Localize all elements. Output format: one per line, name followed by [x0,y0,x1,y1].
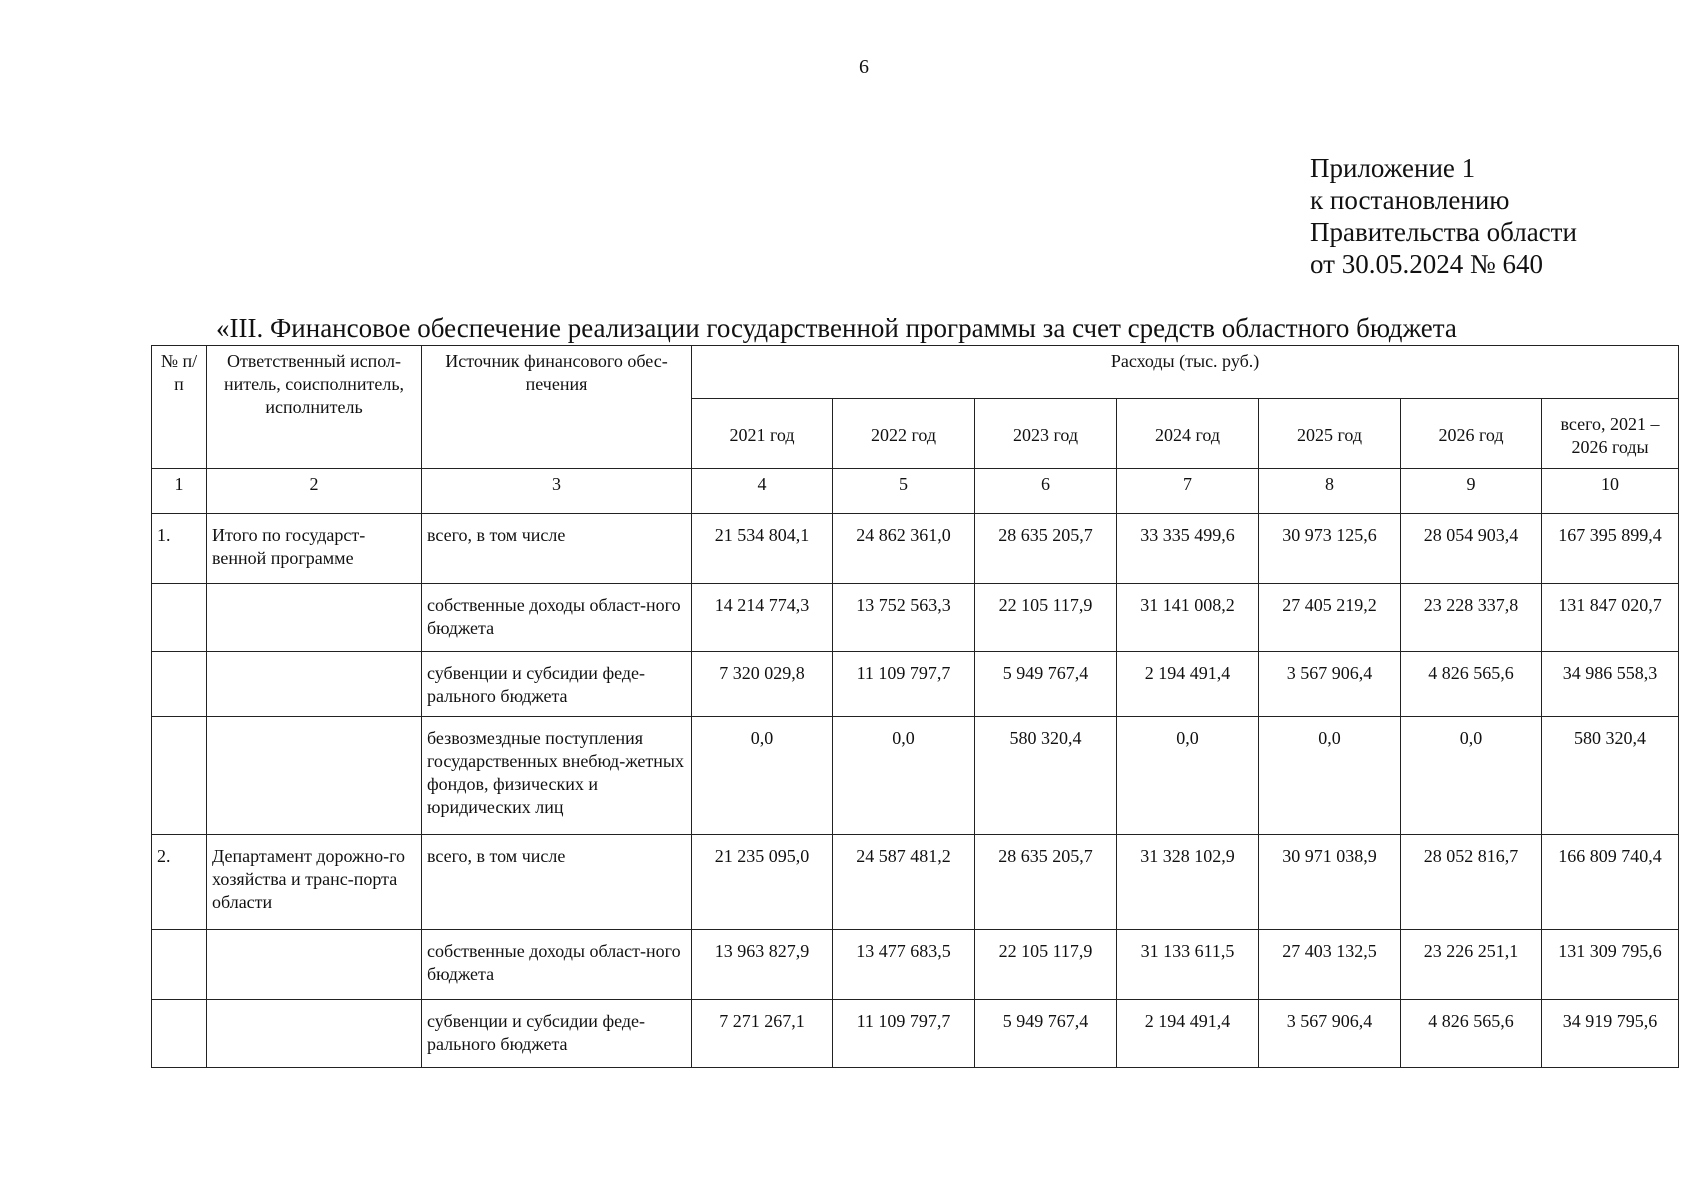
appendix-line: к постановлению [1310,185,1510,215]
row-value-cell: 31 141 008,2 [1117,584,1259,652]
column-index: 7 [1117,469,1259,514]
table-row [152,652,1679,717]
table-row [152,584,1679,652]
row-value-cell: 34 919 795,6 [1542,1000,1679,1068]
row-executor-cell: Итого по государст-венной программе [207,514,422,584]
row-source-cell: собственные доходы област-ного бюджета [422,584,692,652]
row-executor-cell [207,1000,422,1068]
row-value-cell: 30 973 125,6 [1259,514,1401,584]
row-source-cell: безвозмездные поступления государственных внебюд-жетных фондов, физических и юридических лиц [422,717,692,835]
row-value-cell: 24 587 481,2 [833,835,975,930]
row-value-cell: 131 847 020,7 [1542,584,1679,652]
column-index: 1 [152,469,207,514]
row-value-cell: 5 949 767,4 [975,1000,1117,1068]
row-value-cell: 28 635 205,7 [975,835,1117,930]
row-value-cell: 13 752 563,3 [833,584,975,652]
column-index: 4 [692,469,833,514]
header-year: 2026 год [1401,399,1542,469]
row-value-cell: 21 235 095,0 [692,835,833,930]
row-value-cell: 13 477 683,5 [833,930,975,1000]
row-value-cell: 28 052 816,7 [1401,835,1542,930]
row-value-cell: 0,0 [1401,717,1542,835]
row-executor-cell [207,717,422,835]
row-value-cell: 28 635 205,7 [975,514,1117,584]
table-row [152,835,1679,930]
row-value-cell: 34 986 558,3 [1542,652,1679,717]
row-value-cell: 23 228 337,8 [1401,584,1542,652]
row-value-cell: 2 194 491,4 [1117,1000,1259,1068]
row-num-cell [152,584,207,652]
row-value-cell: 7 320 029,8 [692,652,833,717]
row-value-cell: 27 403 132,5 [1259,930,1401,1000]
row-executor-cell [207,930,422,1000]
row-num-cell [152,1000,207,1068]
row-value-cell: 11 109 797,7 [833,652,975,717]
header-year: 2022 год [833,399,975,469]
appendix-line: от 30.05.2024 № 640 [1310,249,1543,279]
row-value-cell: 30 971 038,9 [1259,835,1401,930]
row-value-cell: 31 133 611,5 [1117,930,1259,1000]
appendix-line: Приложение 1 [1310,153,1476,183]
row-value-cell: 7 271 267,1 [692,1000,833,1068]
row-value-cell: 0,0 [1259,717,1401,835]
row-value-cell: 580 320,4 [975,717,1117,835]
header-year: 2024 год [1117,399,1259,469]
row-value-cell: 2 194 491,4 [1117,652,1259,717]
row-executor-cell [207,652,422,717]
row-value-cell: 22 105 117,9 [975,584,1117,652]
row-value-cell: 5 949 767,4 [975,652,1117,717]
row-value-cell: 4 826 565,6 [1401,1000,1542,1068]
row-value-cell: 166 809 740,4 [1542,835,1679,930]
row-value-cell: 3 567 906,4 [1259,652,1401,717]
row-value-cell: 4 826 565,6 [1401,652,1542,717]
row-source-cell: всего, в том числе [422,835,692,930]
financing-table [151,345,1679,1068]
row-source-cell: собственные доходы област-ного бюджета [422,930,692,1000]
row-source-cell: субвенции и субсидии феде-рального бюджета [422,652,692,717]
column-index: 9 [1401,469,1542,514]
column-index: 3 [422,469,692,514]
row-value-cell: 22 105 117,9 [975,930,1117,1000]
row-value-cell: 0,0 [692,717,833,835]
row-num-cell [152,930,207,1000]
column-index-row [152,469,1679,514]
row-value-cell: 14 214 774,3 [692,584,833,652]
row-value-cell: 23 226 251,1 [1401,930,1542,1000]
row-value-cell: 0,0 [1117,717,1259,835]
row-source-cell: субвенции и субсидии феде-рального бюджета [422,1000,692,1068]
header-source: Источник финансового обес-печения [422,346,692,469]
header-year: 2025 год [1259,399,1401,469]
row-num-cell: 1. [152,514,207,584]
row-value-cell: 24 862 361,0 [833,514,975,584]
header-year: 2021 год [692,399,833,469]
row-num-cell [152,717,207,835]
row-value-cell: 3 567 906,4 [1259,1000,1401,1068]
header-expenses: Расходы (тыс. руб.) [692,346,1679,399]
table-row [152,1000,1679,1068]
row-value-cell: 31 328 102,9 [1117,835,1259,930]
row-num-cell [152,652,207,717]
row-value-cell: 167 395 899,4 [1542,514,1679,584]
section-title: «III. Финансовое обеспечение реализации государственной программы за счет средств областного бюджета [216,313,1457,343]
column-index: 6 [975,469,1117,514]
table-row [152,930,1679,1000]
row-executor-cell [207,584,422,652]
column-index: 5 [833,469,975,514]
row-value-cell: 13 963 827,9 [692,930,833,1000]
row-value-cell: 131 309 795,6 [1542,930,1679,1000]
header-year-total: всего, 2021 – 2026 годы [1542,399,1679,469]
row-value-cell: 580 320,4 [1542,717,1679,835]
column-index: 10 [1542,469,1679,514]
header-executor: Ответственный испол-нитель, соисполнитель, исполнитель [207,346,422,469]
header-num: № п/п [152,346,207,469]
column-index: 2 [207,469,422,514]
table-row [152,717,1679,835]
table-row [152,514,1679,584]
row-value-cell: 11 109 797,7 [833,1000,975,1068]
appendix-block [1310,152,1577,280]
row-executor-cell: Департамент дорожно-го хозяйства и транс-порта области [207,835,422,930]
column-index: 8 [1259,469,1401,514]
row-source-cell: всего, в том числе [422,514,692,584]
row-value-cell: 21 534 804,1 [692,514,833,584]
header-year: 2023 год [975,399,1117,469]
row-value-cell: 28 054 903,4 [1401,514,1542,584]
page-number: 6 [859,56,869,78]
row-value-cell: 27 405 219,2 [1259,584,1401,652]
row-value-cell: 33 335 499,6 [1117,514,1259,584]
row-value-cell: 0,0 [833,717,975,835]
row-num-cell: 2. [152,835,207,930]
appendix-line: Правительства области [1310,217,1577,247]
